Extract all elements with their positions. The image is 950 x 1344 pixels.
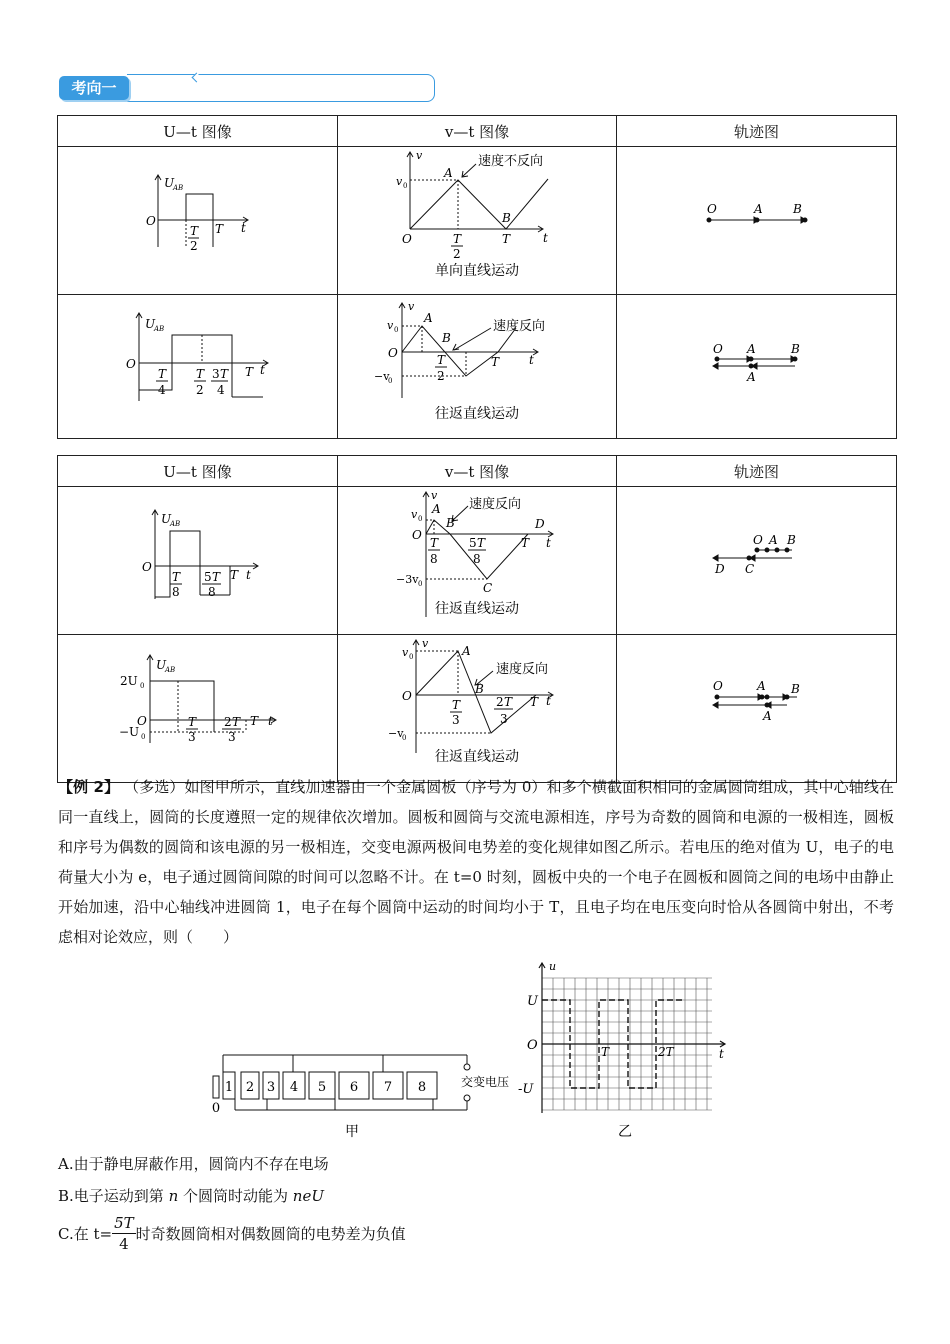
svg-text:T: T [521,536,530,550]
svg-text:T: T [502,232,511,246]
svg-text:-U: -U [518,1082,534,1097]
ut-graph-third-shift [58,635,337,778]
header-ut: U—t 图像 [58,456,338,487]
svg-text:A: A [757,679,766,693]
svg-text:D: D [535,517,545,531]
ut-graph-cell [58,147,338,295]
section-tag [59,74,437,102]
svg-text:A: A [763,709,772,723]
svg-text:0: 0 [211,1101,221,1116]
svg-text:T: T [188,715,197,729]
svg-text:3: 3 [452,713,460,727]
svg-text:v: v [416,149,423,162]
option-c: C.在 t= $\frac{5T}{4}$ 时奇数圆筒相对偶数圆筒的电势差为负值 [58,1214,406,1253]
svg-text:T: T [491,355,500,369]
svg-text:3: 3 [266,1080,276,1095]
svg-text:U: U [156,658,167,672]
svg-text:T: T [453,232,462,246]
svg-text:4: 4 [158,383,166,397]
svg-text:T: T [504,695,513,709]
svg-text:t: t [268,714,273,728]
svg-text:B: B [442,331,451,345]
svg-text:2: 2 [437,369,445,383]
svg-text:0: 0 [141,733,146,741]
svg-text:O: O [707,202,717,216]
svg-text:T: T [250,714,259,728]
svg-text:U: U [161,512,172,526]
svg-text:t: t [546,536,551,550]
svg-text:O: O [753,533,763,547]
header-vt: v—t 图像 [338,116,617,147]
svg-text:T: T [230,568,239,582]
source-label: 交变电压 [461,1075,510,1089]
svg-text:B: B [502,211,511,225]
svg-text:v: v [408,300,415,313]
svg-text:t: t [529,353,534,367]
svg-text:C: C [745,562,755,576]
svg-text:6: 6 [349,1080,359,1095]
vt-graph-reversing-3 [338,635,616,778]
svg-text:AB: AB [173,184,184,192]
trajectory-round-trip [617,298,896,431]
svg-text:O: O [713,342,723,356]
figure-jia-accelerator [205,1050,515,1145]
svg-text:3: 3 [188,730,196,744]
svg-text:0: 0 [394,326,399,334]
svg-text:O: O [137,714,147,728]
svg-text:2: 2 [190,239,198,253]
svg-text:U: U [527,994,538,1009]
svg-text:O: O [146,214,156,228]
trajectory-cell [617,295,897,439]
svg-text:5: 5 [317,1080,327,1095]
comparison-table-2 [57,455,897,783]
svg-text:−v: −v [374,370,390,383]
svg-text:v: v [431,489,438,502]
option-a: A.由于静电屏蔽作用，圆筒内不存在电场 [58,1155,329,1173]
svg-text:3: 3 [500,712,508,726]
svg-text:T: T [172,570,181,584]
ut-graph-cell [58,295,338,439]
svg-text:7: 7 [383,1080,393,1095]
ut-graph-square-wave [58,147,337,290]
svg-text:1: 1 [224,1080,234,1095]
svg-text:AB: AB [154,325,165,333]
svg-text:T: T [158,367,167,381]
svg-text:B: B [787,533,796,547]
svg-text:T: T [232,715,241,729]
svg-text:T: T [196,367,205,381]
svg-text:AB: AB [165,666,176,674]
trajectory-cell [617,147,897,295]
svg-text:A: A [747,342,756,356]
svg-text:B: B [791,342,800,356]
svg-text:2: 2 [245,1080,255,1095]
ut-graph-cell [58,635,338,783]
svg-text:O: O [402,232,412,246]
svg-text:A: A [432,502,441,516]
svg-text:T: T [452,698,461,712]
svg-text:8: 8 [430,552,438,566]
svg-text:A: A [444,166,453,180]
svg-text:B: B [446,516,455,530]
svg-text:−v: −v [388,727,404,740]
svg-text:速度反向: 速度反向 [469,497,522,512]
svg-text:U: U [164,176,175,190]
svg-text:AB: AB [170,520,181,528]
svg-text:−U: −U [119,725,140,739]
vt-caption: 往返直线运动 [435,749,519,765]
svg-text:B: B [791,682,800,696]
trajectory-cell [617,487,897,635]
vt-graph-reversing-2 [338,487,616,630]
figure-yi-voltage [515,958,735,1148]
svg-text:T: T [215,222,224,236]
svg-text:v: v [402,646,409,659]
svg-text:2: 2 [496,695,504,709]
svg-text:A: A [754,202,763,216]
svg-text:O: O [142,560,152,574]
svg-text:B: B [793,202,802,216]
svg-text:0: 0 [402,734,407,742]
caption-jia: 甲 [345,1124,359,1140]
svg-text:4: 4 [217,383,225,397]
vt-graph-single-direction [338,147,616,290]
svg-text:8: 8 [172,585,180,599]
trajectory-one-way [617,147,896,290]
ut-graph-cell [58,487,338,635]
svg-text:3: 3 [212,367,220,381]
svg-text:2: 2 [196,383,204,397]
vt-graph-cell [338,147,617,295]
svg-text:O: O [126,357,136,371]
svg-text:v: v [422,637,429,650]
svg-text:t: t [241,221,246,235]
svg-text:3: 3 [228,730,236,744]
vt-graph-reversing [338,298,616,431]
svg-text:8: 8 [208,585,216,599]
svg-text:T: T [430,536,439,550]
header-vt: v—t 图像 [338,456,617,487]
vt-caption: 往返直线运动 [435,601,519,617]
svg-text:v: v [396,175,403,188]
svg-text:T: T [477,536,486,550]
svg-text:2: 2 [453,247,461,261]
trajectory-round-trip-3 [617,635,896,778]
ut-graph-quarter-shift [58,298,337,431]
svg-text:2T: 2T [658,1045,674,1059]
example-label: 【例 2】 [58,778,120,796]
trajectory-cell [617,635,897,783]
header-ut: U—t 图像 [58,116,338,147]
option-b: B.电子运动到第 n 个圆筒时动能为 neU [58,1187,324,1205]
svg-text:v: v [411,508,418,521]
svg-text:T: T [601,1045,610,1059]
vt-graph-cell [338,635,617,783]
svg-text:8: 8 [417,1080,427,1095]
svg-text:t: t [546,694,551,708]
svg-text:D: D [715,562,725,576]
tag-decoration [127,74,435,102]
svg-text:O: O [527,1038,538,1053]
svg-text:0: 0 [388,377,393,385]
svg-text:5: 5 [204,570,212,584]
comparison-table-1 [57,115,897,439]
svg-text:2U: 2U [120,674,138,688]
svg-text:A: A [462,644,471,658]
svg-text:0: 0 [403,182,408,190]
ut-graph-eighth-shift [58,487,337,630]
svg-text:A: A [424,311,433,325]
svg-text:t: t [260,363,265,377]
vt-graph-cell [338,487,617,635]
svg-text:O: O [388,346,398,360]
svg-text:t: t [719,1047,724,1061]
svg-text:T: T [190,224,199,238]
svg-text:速度反向: 速度反向 [493,319,546,334]
svg-text:u: u [549,960,557,973]
vt-graph-cell [338,295,617,439]
svg-text:0: 0 [418,515,423,523]
svg-text:B: B [475,682,484,696]
svg-text:5: 5 [469,536,477,550]
vt-caption: 单向直线运动 [435,263,519,279]
svg-text:v: v [387,319,394,332]
svg-text:A: A [769,533,778,547]
svg-text:0: 0 [409,653,414,661]
svg-text:A: A [747,370,756,384]
trajectory-round-trip-2 [617,487,896,630]
svg-text:0: 0 [418,580,423,588]
svg-text:t: t [246,568,251,582]
example-text: （多选）如图甲所示，直线加速器由一个金属圆板（序号为 0）和多个横截面积相同的金属圆筒组成，其中心轴线在同一直线上，圆筒的长度遵照一定的规律依次增加。圆板和圆筒与交流电源相连，序号为奇数的圆筒和电源的一极相连，圆板和序号为偶数的圆筒和该电源的另一极相连，交变电源两极间电势差的变化规律如图乙所示。若电压的绝对值为 U，电子的电荷量大小为 e，电子通过圆筒间隙的时间可以忽略不计。在 t=0 时刻，圆板中央的一个电子在圆板和圆筒之间的电场中由静止开始加速，沿中心轴线冲进圆筒 1，电子在每个圆筒中运动的时间均小于 T，且电子均在电压变向时恰从各圆筒中射出，不考虑相对论效应，则（ ） [58,778,894,946]
svg-text:速度反向: 速度反向 [496,662,549,677]
header-trajectory: 轨迹图 [617,116,897,147]
svg-text:t: t [543,231,548,245]
svg-text:−3v: −3v [396,573,419,586]
svg-text:U: U [145,317,156,331]
svg-text:T: T [530,695,539,709]
svg-text:O: O [402,689,412,703]
svg-text:T: T [220,367,229,381]
svg-text:T: T [245,365,254,379]
svg-text:C: C [483,581,493,595]
svg-text:T: T [437,353,446,367]
svg-text:2: 2 [224,715,232,729]
svg-text:0: 0 [140,682,145,690]
svg-text:O: O [713,679,723,693]
svg-text:4: 4 [289,1080,299,1095]
svg-text:速度不反向: 速度不反向 [478,154,544,169]
example-paragraph [58,772,894,952]
vt-caption: 往返直线运动 [435,406,519,422]
caption-yi: 乙 [618,1124,632,1140]
svg-text:8: 8 [473,552,481,566]
svg-text:T: T [212,570,221,584]
section-tag-label: 考向一 [59,76,129,100]
header-trajectory: 轨迹图 [617,456,897,487]
svg-text:O: O [412,528,422,542]
